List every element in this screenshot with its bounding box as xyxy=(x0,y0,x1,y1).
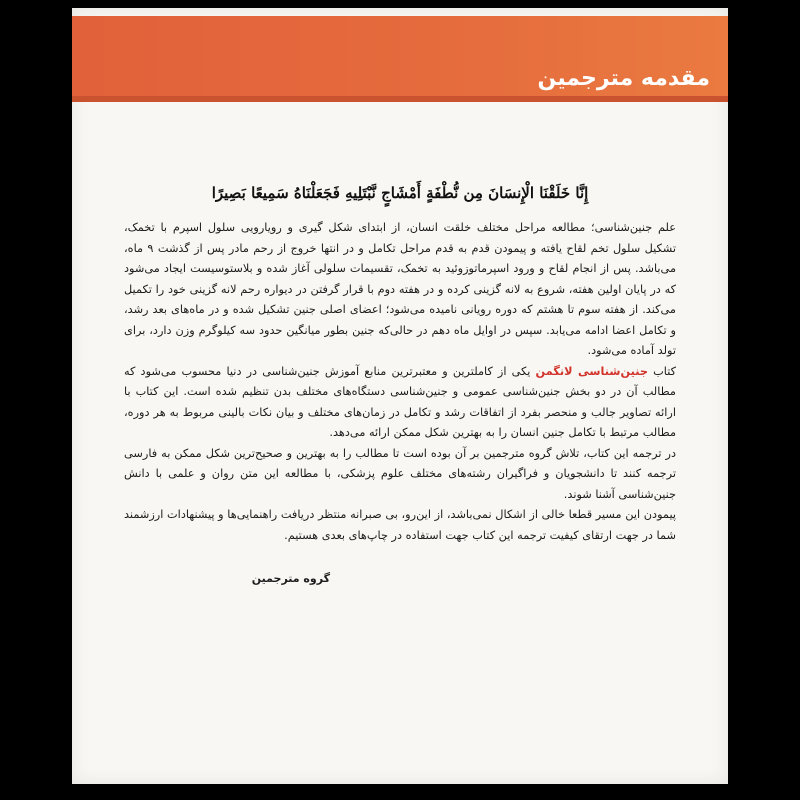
preface-body xyxy=(124,218,676,546)
paragraph-4: پیمودن این مسیر قطعا خالی از اشکال نمی‌باشد، از این‌رو، بی صبرانه منتظر دریافت راهنمایی‌ها و پیشنهادات ارزشمند شما در جهت ارتقای کیفیت ترجمه این کتاب جهت استفاده در چاپ‌های بعدی هستیم. xyxy=(124,508,676,542)
paragraph-3: در ترجمه این کتاب، تلاش گروه مترجمین بر آن بوده است تا مطالب را به بهترین و صحیح‌ترین شکل ممکن به فارسی ترجمه کنند تا دانشجویان و فراگیران رشته‌های مختلف علوم پزشکی، با مطالعه این متن روان و علمی با دانش جنین‌شناسی آشنا شوند. xyxy=(124,446,676,501)
paragraph-2-prefix: کتاب xyxy=(648,364,676,378)
paragraph-1: علم جنین‌شناسی؛ مطالعه مراحل مختلف خلقت انسان، از ابتدای شکل گیری و رویارویی سلول اسپرم با تخمک، تشکیل سلول تخم لقاح یافته و پیمودن قدم به قدم مراحل تکامل و در انتها خروج از رحم مادر پس از گذشت ۹ ماه، می‌باشد. پس از انجام لقاح و ورود اسپرماتوزوئید به تخمک، تقسیمات سلولی آغاز شده و بلاستوسیست ایجاد می‌شود که در پایان اولین هفته، شروع به لانه گزینی کرده و در هفته دوم با قرار گرفتن در دیواره رحم لانه گزینی خود را تکمیل می‌کند. از هفته سوم تا هشتم که دوره رویانی نامیده می‌شود؛ اعضای اصلی جنین تشکیل شده و در ماه‌های بعد رشد، و تکامل اعضا ادامه می‌یابد. سپس در اوایل ماه دهم در حالی‌که جنین بطور میانگین حدود سه کیلوگرم وزن دارد، برای تولد آماده می‌شود. xyxy=(124,221,676,357)
translators-signature: گروه مترجمین xyxy=(251,572,330,585)
chapter-title: مقدمه مترجمین xyxy=(537,66,710,91)
chapter-banner xyxy=(72,16,728,102)
paragraph-2-rest: یکی از کاملترین و معتبرترین منابع آموزش جنین‌شناسی در دنیا محسوب می‌شود که مطالب آن در دو بخش جنین‌شناسی عمومی و جنین‌شناسی دستگاه‌های مختلف بدن تنظیم شده است. این کتاب با ارائه تصاویر جالب و منحصر بفرد از اتفاقات رشد و تکامل در زمان‌های مختلف و بیان نکات بالینی مربوط به هر دوره، مطالب مرتبط با تکامل جنین انسان را به بهترین شکل ممکن ارائه می‌دهد. xyxy=(124,364,676,439)
book-name: جنین‌شناسی لانگمن xyxy=(535,364,648,378)
quran-verse: إِنَّا خَلَقْنَا الْإِنسَانَ مِن نُّطْفَةٍ أَمْشَاجٍ نَّبْتَلِيهِ فَجَعَلْنَاهُ سَمِيعًا بَصِيرًا xyxy=(211,184,589,202)
book-page xyxy=(72,8,728,784)
paragraph-2 xyxy=(124,362,676,444)
